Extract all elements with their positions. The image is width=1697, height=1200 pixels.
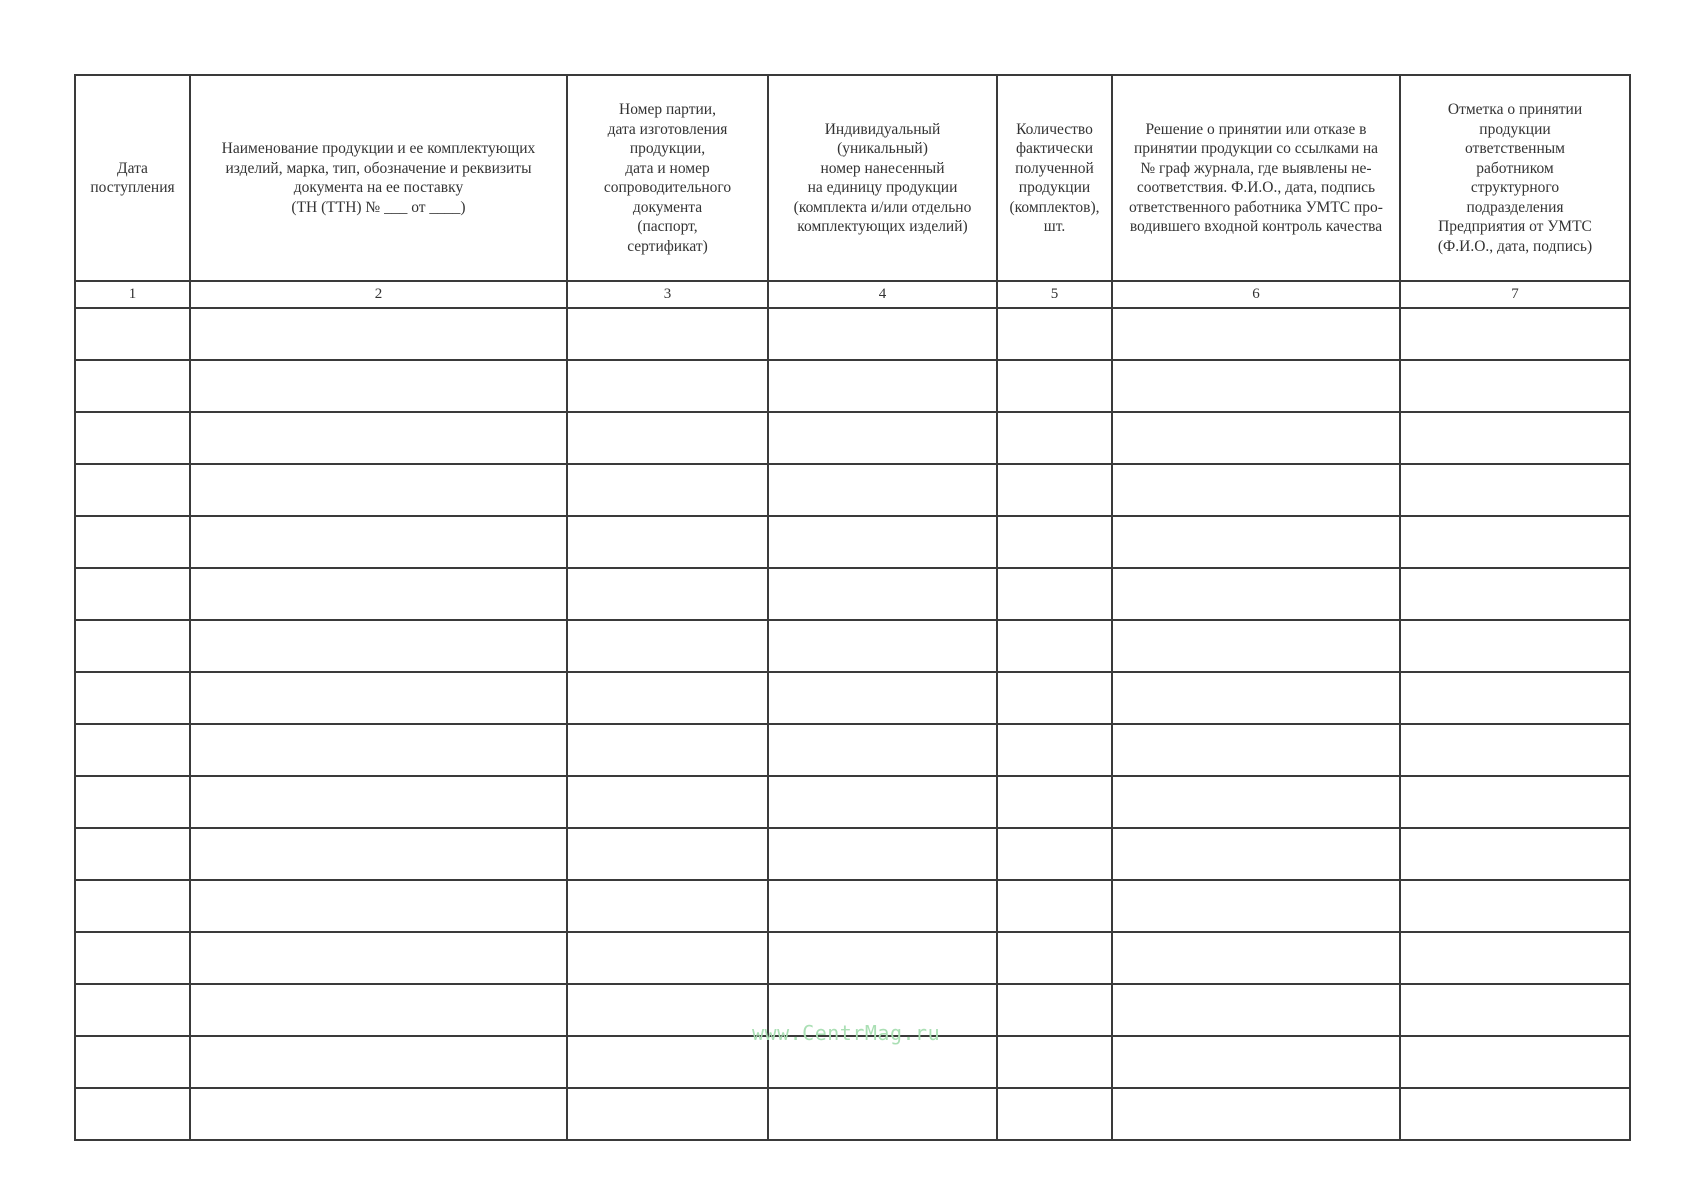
table-cell[interactable]	[1400, 360, 1630, 412]
table-cell[interactable]	[190, 464, 567, 516]
table-cell[interactable]	[567, 672, 768, 724]
table-cell[interactable]	[75, 828, 190, 880]
table-cell[interactable]	[75, 1088, 190, 1140]
table-cell[interactable]	[1112, 464, 1400, 516]
journal-table	[74, 74, 1631, 1141]
table-cell[interactable]	[1112, 984, 1400, 1036]
table-cell[interactable]	[567, 1088, 768, 1140]
table-cell[interactable]	[768, 464, 997, 516]
header-individual-number: Индивидуальный (уникальный) номер нанесенный на единицу продукции (комплекта и/или отдельно комплектующих изделий)	[768, 75, 997, 281]
header-batch-number: Номер партии, дата изготовления продукции, дата и номер сопроводительного документа (паспорт, сертификат)	[567, 75, 768, 281]
table-row	[75, 568, 1630, 620]
column-number: 7	[1400, 281, 1630, 308]
table-cell[interactable]	[768, 828, 997, 880]
table-cell[interactable]	[75, 464, 190, 516]
table-cell[interactable]	[75, 880, 190, 932]
table-cell[interactable]	[190, 568, 567, 620]
table-row	[75, 672, 1630, 724]
table-row	[75, 360, 1630, 412]
table-cell[interactable]	[997, 308, 1112, 360]
watermark: www.CentrMag.ru	[752, 1021, 941, 1045]
table-cell[interactable]	[997, 1036, 1112, 1088]
table-row	[75, 828, 1630, 880]
table-cell[interactable]	[190, 308, 567, 360]
table-cell[interactable]	[567, 620, 768, 672]
table-cell[interactable]	[768, 932, 997, 984]
table-cell[interactable]	[567, 412, 768, 464]
table-row	[75, 516, 1630, 568]
table-cell[interactable]	[1400, 984, 1630, 1036]
table-cell[interactable]	[768, 308, 997, 360]
column-number: 4	[768, 281, 997, 308]
table-cell[interactable]	[567, 880, 768, 932]
table-cell[interactable]	[768, 724, 997, 776]
table-cell[interactable]	[1400, 308, 1630, 360]
table-cell[interactable]	[190, 984, 567, 1036]
header-date-received: Дата поступления	[75, 75, 190, 281]
table-cell[interactable]	[1400, 1088, 1630, 1140]
header-product-name: Наименование продукции и ее комплектующих изделий, марка, тип, обозначение и реквизиты документа на ее поставку (ТН (ТТН) № ___ от ____)	[190, 75, 567, 281]
table-cell[interactable]	[1112, 412, 1400, 464]
table-cell[interactable]	[1112, 620, 1400, 672]
table-cell[interactable]	[1112, 1088, 1400, 1140]
table-cell[interactable]	[75, 620, 190, 672]
table-cell[interactable]	[997, 776, 1112, 828]
table-cell[interactable]	[997, 360, 1112, 412]
table-cell[interactable]	[997, 464, 1112, 516]
table-cell[interactable]	[75, 360, 190, 412]
table-cell[interactable]	[75, 724, 190, 776]
table-cell[interactable]	[1112, 1036, 1400, 1088]
table-cell[interactable]	[997, 984, 1112, 1036]
table-cell[interactable]	[1400, 516, 1630, 568]
table-cell[interactable]	[997, 412, 1112, 464]
table-cell[interactable]	[1400, 776, 1630, 828]
table-cell[interactable]	[768, 620, 997, 672]
table-cell[interactable]	[75, 776, 190, 828]
table-cell[interactable]	[567, 464, 768, 516]
table-cell[interactable]	[190, 828, 567, 880]
table-cell[interactable]	[190, 672, 567, 724]
table-cell[interactable]	[75, 412, 190, 464]
table-cell[interactable]	[567, 984, 768, 1036]
table-cell[interactable]	[1400, 620, 1630, 672]
table-cell[interactable]	[997, 620, 1112, 672]
table-cell[interactable]	[75, 308, 190, 360]
table-cell[interactable]	[1112, 516, 1400, 568]
table-cell[interactable]	[75, 932, 190, 984]
table-cell[interactable]	[997, 1088, 1112, 1140]
table-cell[interactable]	[1112, 776, 1400, 828]
table-cell[interactable]	[997, 724, 1112, 776]
table-cell[interactable]	[190, 360, 567, 412]
table-cell[interactable]	[190, 620, 567, 672]
table-cell[interactable]	[567, 932, 768, 984]
table-cell[interactable]	[75, 984, 190, 1036]
table-cell[interactable]	[1112, 308, 1400, 360]
column-number-row	[75, 281, 1630, 308]
table-cell[interactable]	[997, 568, 1112, 620]
table-cell[interactable]	[997, 932, 1112, 984]
table-cell[interactable]	[768, 1088, 997, 1140]
table-cell[interactable]	[190, 932, 567, 984]
table-cell[interactable]	[1112, 568, 1400, 620]
table-cell[interactable]	[1400, 880, 1630, 932]
table-cell[interactable]	[1400, 464, 1630, 516]
table-cell[interactable]	[567, 776, 768, 828]
table-cell[interactable]	[1400, 932, 1630, 984]
table-cell[interactable]	[190, 880, 567, 932]
table-row	[75, 464, 1630, 516]
table-cell[interactable]	[1112, 360, 1400, 412]
table-cell[interactable]	[768, 776, 997, 828]
table-cell[interactable]	[190, 1088, 567, 1140]
header-row	[75, 75, 1630, 281]
table-cell[interactable]	[567, 516, 768, 568]
table-cell[interactable]	[567, 360, 768, 412]
column-number: 2	[190, 281, 567, 308]
journal-body	[75, 308, 1630, 1140]
table-cell[interactable]	[1400, 672, 1630, 724]
table-cell[interactable]	[1400, 568, 1630, 620]
column-number: 1	[75, 281, 190, 308]
table-row	[75, 932, 1630, 984]
header-acceptance-mark: Отметка о принятии продукции ответственным работником структурного подразделения Предприятия от УМТС (Ф.И.О., дата, подпись)	[1400, 75, 1630, 281]
table-cell[interactable]	[75, 516, 190, 568]
table-cell[interactable]	[75, 1036, 190, 1088]
table-cell[interactable]	[1112, 828, 1400, 880]
table-row	[75, 776, 1630, 828]
table-cell[interactable]	[190, 724, 567, 776]
table-cell[interactable]	[997, 516, 1112, 568]
header-decision: Решение о принятии или отказе в принятии продукции со ссылками на № граф журнала, где выявлены не- соответствия. Ф.И.О., дата, подпись ответственного работника УМТС про- водившего входной контроль качества	[1112, 75, 1400, 281]
table-cell[interactable]	[997, 828, 1112, 880]
table-cell[interactable]	[567, 1036, 768, 1088]
table-row	[75, 308, 1630, 360]
table-cell[interactable]	[1400, 828, 1630, 880]
table-cell[interactable]	[567, 568, 768, 620]
table-cell[interactable]	[567, 724, 768, 776]
table-row	[75, 1088, 1630, 1140]
table-row	[75, 620, 1630, 672]
table-cell[interactable]	[1400, 412, 1630, 464]
table-cell[interactable]	[75, 672, 190, 724]
table-row	[75, 880, 1630, 932]
column-number: 3	[567, 281, 768, 308]
table-cell[interactable]	[567, 828, 768, 880]
table-cell[interactable]	[768, 412, 997, 464]
table-cell[interactable]	[997, 880, 1112, 932]
table-cell[interactable]	[768, 516, 997, 568]
table-cell[interactable]	[75, 568, 190, 620]
table-cell[interactable]	[1400, 724, 1630, 776]
column-number: 6	[1112, 281, 1400, 308]
table-cell[interactable]	[190, 412, 567, 464]
header-quantity: Количество фактически полученной продукции (комплектов), шт.	[997, 75, 1112, 281]
table-cell[interactable]	[768, 568, 997, 620]
table-cell[interactable]	[1112, 880, 1400, 932]
table-cell[interactable]	[997, 672, 1112, 724]
table-cell[interactable]	[190, 516, 567, 568]
table-row	[75, 724, 1630, 776]
table-cell[interactable]	[768, 360, 997, 412]
table-cell[interactable]	[1112, 724, 1400, 776]
table-cell[interactable]	[190, 776, 567, 828]
table-cell[interactable]	[768, 880, 997, 932]
column-number: 5	[997, 281, 1112, 308]
table-cell[interactable]	[1112, 932, 1400, 984]
table-cell[interactable]	[567, 308, 768, 360]
table-cell[interactable]	[1400, 1036, 1630, 1088]
table-cell[interactable]	[768, 672, 997, 724]
table-cell[interactable]	[190, 1036, 567, 1088]
table-cell[interactable]	[1112, 672, 1400, 724]
table-row	[75, 412, 1630, 464]
